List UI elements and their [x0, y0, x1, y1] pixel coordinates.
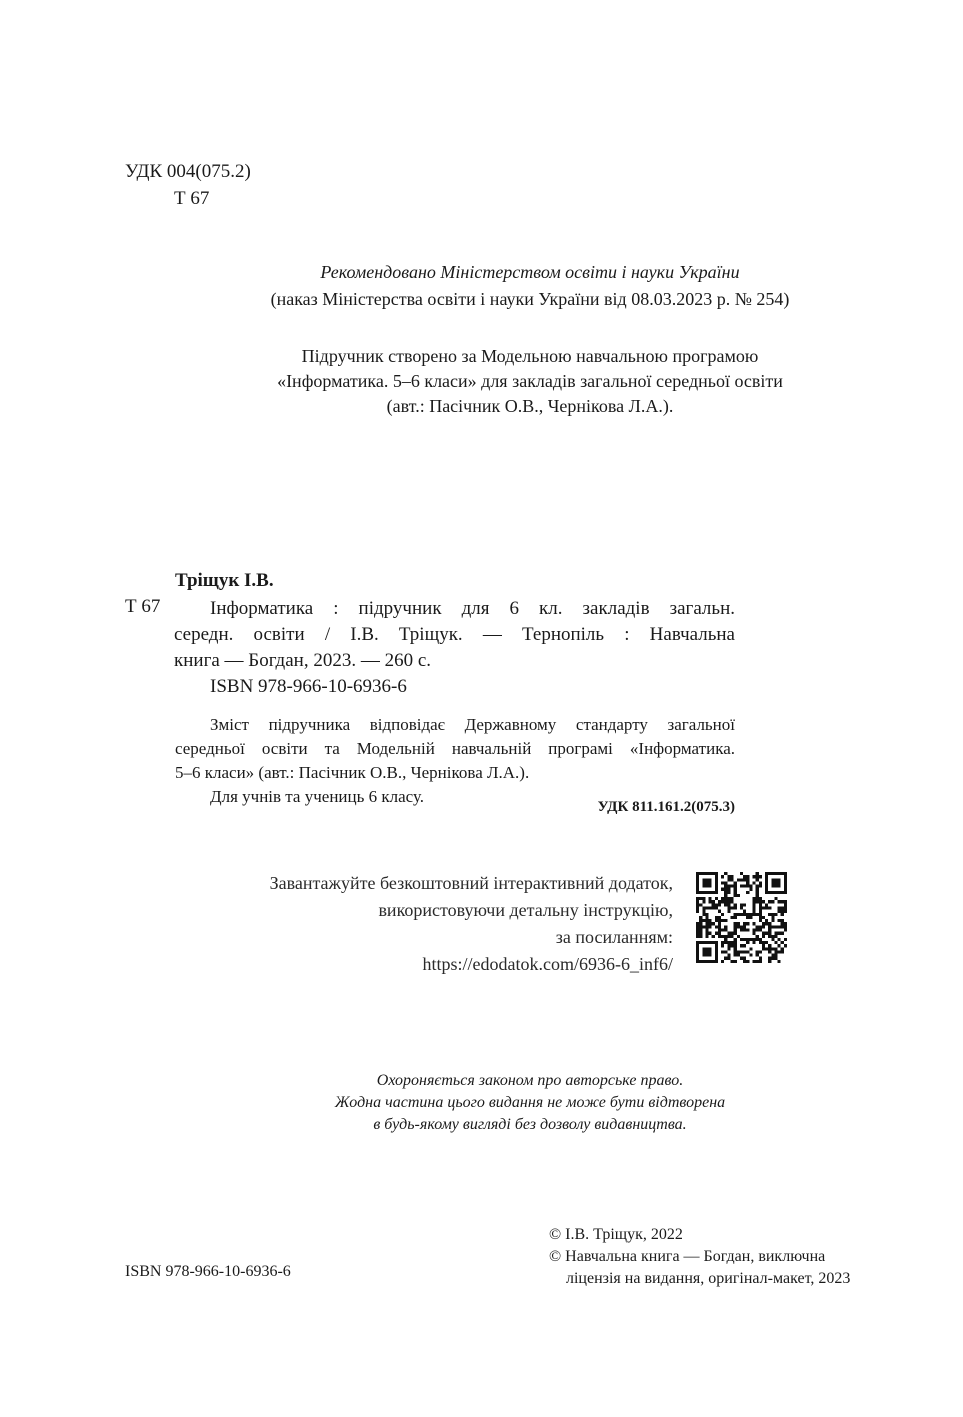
annotation-line-3: 5–6 класи» (авт.: Пасічник О.В., Чернікова Л.А.). [175, 763, 530, 782]
program-line-3: (авт.: Пасічник О.В., Чернікова Л.А.). [386, 396, 674, 416]
udk-index: Т 67 [174, 188, 210, 209]
bib-line-3: книга — Богдан, 2023. — 260 с. [174, 650, 432, 671]
recommendation-line: Рекомендовано Міністерством освіти і науки України [320, 262, 740, 282]
annotation-udk: УДК 811.161.2(075.3) [597, 799, 735, 815]
annotation-line-1: Зміст підручника відповідає Державному стандарту загальної [210, 715, 735, 734]
copyright-license: ліцензія на видання, оригінал-макет, 2023 [566, 1270, 851, 1287]
qr-code-icon[interactable] [696, 872, 787, 963]
author-name: Тріщук І.В. [175, 570, 274, 591]
bib-isbn: ISBN 978-966-10-6936-6 [210, 676, 407, 697]
footer-isbn: ISBN 978-966-10-6936-6 [125, 1263, 291, 1280]
bib-description [174, 596, 735, 674]
notice-line-3: в будь-якому вигляді без дозволу видавництва. [373, 1116, 687, 1133]
program-block [0, 344, 963, 419]
annotation-block [175, 713, 735, 809]
download-line-1: Завантажуйте безкоштовний інтерактивний додаток, [269, 873, 673, 893]
copyright-block [549, 1224, 850, 1290]
copyright-author: © І.В. Тріщук, 2022 [549, 1226, 683, 1243]
copyright-notice [0, 1070, 963, 1136]
annotation-line-2: середньої освіти та Модельній навчальній програмі «Інформатика. [175, 739, 735, 758]
bib-line-1: Інформатика : підручник для 6 кл. закладів загальн. [210, 598, 735, 619]
copyright-publisher: © Навчальна книга — Богдан, виключна [549, 1248, 826, 1265]
notice-line-1: Охороняється законом про авторське право. [376, 1072, 684, 1089]
download-line-2: використовуючи детальну інструкцію, [378, 900, 673, 920]
notice-line-2: Жодна частина цього видання не може бути відтворена [334, 1094, 726, 1111]
recommendation-order: (наказ Міністерства освіти і науки України від 08.03.2023 р. № 254) [270, 289, 790, 309]
download-block [270, 870, 673, 978]
program-line-2: «Інформатика. 5–6 класи» для закладів загальної середньої освіти [277, 371, 783, 391]
bib-index: Т 67 [125, 596, 161, 617]
annotation-line-4: Для учнів та учениць 6 класу. [210, 787, 425, 806]
recommendation-block [0, 259, 963, 313]
udk-block [125, 158, 251, 212]
download-line-3: за посиланням: [555, 927, 673, 947]
udk-code: УДК 004(075.2) [125, 161, 251, 182]
program-line-1: Підручник створено за Модельною навчальною програмою [301, 346, 759, 366]
download-url[interactable]: https://edodatok.com/6936-6_inf6/ [422, 954, 673, 974]
bib-line-2: середн. освіти / І.В. Тріщук. — Тернопіль : Навчальна [174, 624, 735, 645]
